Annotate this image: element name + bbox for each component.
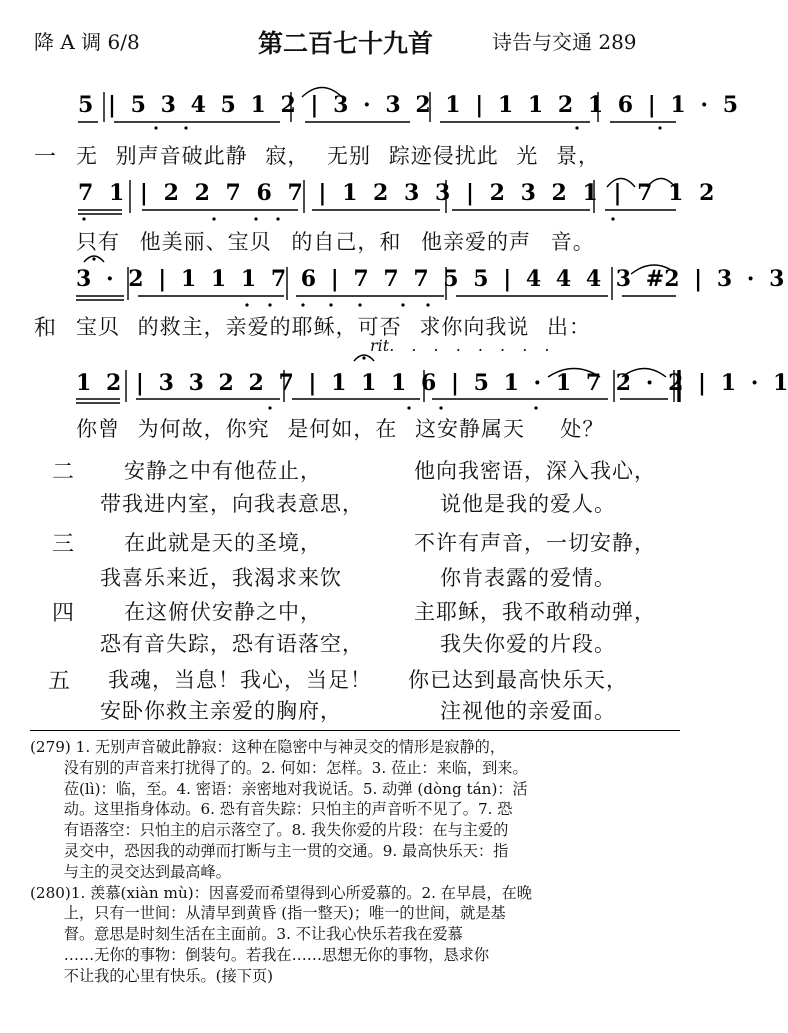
verse-5-number: 五 [48, 669, 71, 694]
verse-3-line-3: 我喜乐来近，我渴求来饮 [100, 566, 342, 590]
verse-3-line-1: 在此就是天的圣境， [124, 531, 322, 555]
footnote-line: 与主的灵交达到最高峰。 [30, 862, 231, 881]
verse-5-line-3: 安卧你救主亲爱的胸府， [100, 699, 342, 723]
footnote-line: (279) 1. 无别声音破此静寂：这种在隐密中与神灵交的情形是寂静的， [30, 738, 506, 756]
footnote-line: (280)1. 羡慕(xiàn mù)：因喜爱而希望得到心所爱慕的。2. 在早晨，在晚 [30, 883, 532, 902]
verse-5-line-4: 注视他的亲爱面。 [440, 699, 616, 723]
verse-2-line-3: 带我进内室，向我表意思， [100, 492, 364, 516]
score-line-1-notes: 5 | 5 3 4 5 1 2 | 3 · 3 2 1 | 1 1 2 1 6 | 1 · 5 [78, 92, 739, 118]
section-and-page: 诗告与交通 289 [492, 30, 637, 54]
verse-2-line-1: 安静之中有他莅止， [124, 459, 322, 483]
footnote-line: 没有别的声音来打扰得了的。2. 何如：怎样。3. 莅止：来临，到来。 [30, 758, 528, 777]
verse-4-line-2: 主耶稣，我不敢稍动弹， [414, 600, 656, 624]
verse-4-number: 四 [52, 601, 75, 626]
footnote-divider [30, 730, 680, 731]
score-line-2-notes: 7 1 | 2 2 7 6 7 | 1 2 3 3 | 2 3 2 1 | 7 1 2 [78, 180, 715, 206]
verse-4-line-1: 在这俯伏安静之中， [124, 600, 322, 624]
score-line-4-notes: 1 2 | 3 3 2 2 7 | 1 1 1 6 | 5 1 · 1 7 2 · 2 | 1 · 1 [76, 370, 788, 396]
footnote-line: 灵交中，恐因我的动弹而打断与主一贯的交通。9. 最高快乐天：指 [30, 841, 509, 860]
footnote-line: 有语落空：只怕主的启示落空了。8. 我失你爱的片段：在与主爱的 [30, 821, 509, 840]
score-line-3-notes: 3 · 2 | 1 1 1 7 6 | 7 7 7 5 5 | 4 4 4 3 #2 | 3 · 3 [76, 266, 785, 292]
score-line-2-lyric: 只有 他美丽、宝贝 的自己，和 他亲爱的声 音。 [76, 230, 595, 254]
score-line-4-lyric: 你曾 为何故，你究 是何如，在 这安静属天 处？ [76, 417, 605, 441]
score-line-3-lyric: 宝贝 的救主，亲爱的耶稣，可否 求你向我说 出： [76, 315, 592, 339]
score-line-3-label: 和 [34, 316, 57, 341]
verse-3-number: 三 [52, 532, 75, 557]
verse-5-line-1: 我魂，当息！我心，当足！ [108, 668, 372, 692]
verse-5-line-2: 你已达到最高快乐天， [408, 668, 628, 692]
score-line-1-label: 一 [34, 145, 57, 170]
verse-2-number: 二 [52, 460, 75, 485]
hymn-title: 第二百七十九首 [258, 29, 434, 58]
footnote-line: 上，只有一世间：从清早到黄昏 (指一整天)；唯一的世间，就是基 [30, 904, 506, 923]
key-signature: 降 A 调 6/8 [34, 30, 140, 54]
verse-3-line-4: 你肯表露的爱情。 [440, 566, 616, 590]
footnote-line: ……无你的事物：倒装句。若我在……思想无你的事物，恳求你 [30, 945, 490, 964]
footnote-line: 动。这里指身体动。6. 恐有音失踪：只怕主的声音听不见了。7. 恐 [30, 800, 513, 819]
footnotes [30, 737, 532, 987]
score-line-1-lyric: 无 别声音破此静 寂， 无别 踪迹侵扰此 光 景， [76, 144, 601, 168]
tempo-marking: rit. . . . . . . . [370, 336, 550, 355]
footnote-line: 莅(lì)：临，至。4. 密语：亲密地对我说话。5. 动弹 (dòng tán)：活 [30, 779, 528, 798]
verse-4-line-4: 我失你爱的片段。 [440, 632, 616, 656]
verse-3-line-2: 不许有声音，一切安静， [414, 531, 656, 555]
verse-2-line-4: 说他是我的爱人。 [440, 492, 616, 516]
footnote-line: 督。意思是时刻生活在主面前。3. 不让我心快乐若我在爱慕 [30, 925, 463, 944]
footnote-line: 不让我的心里有快乐。(接下页) [30, 966, 274, 985]
verse-4-line-3: 恐有音失踪，恐有语落空， [100, 632, 364, 656]
verse-2-line-2: 他向我密语，深入我心， [414, 459, 656, 483]
